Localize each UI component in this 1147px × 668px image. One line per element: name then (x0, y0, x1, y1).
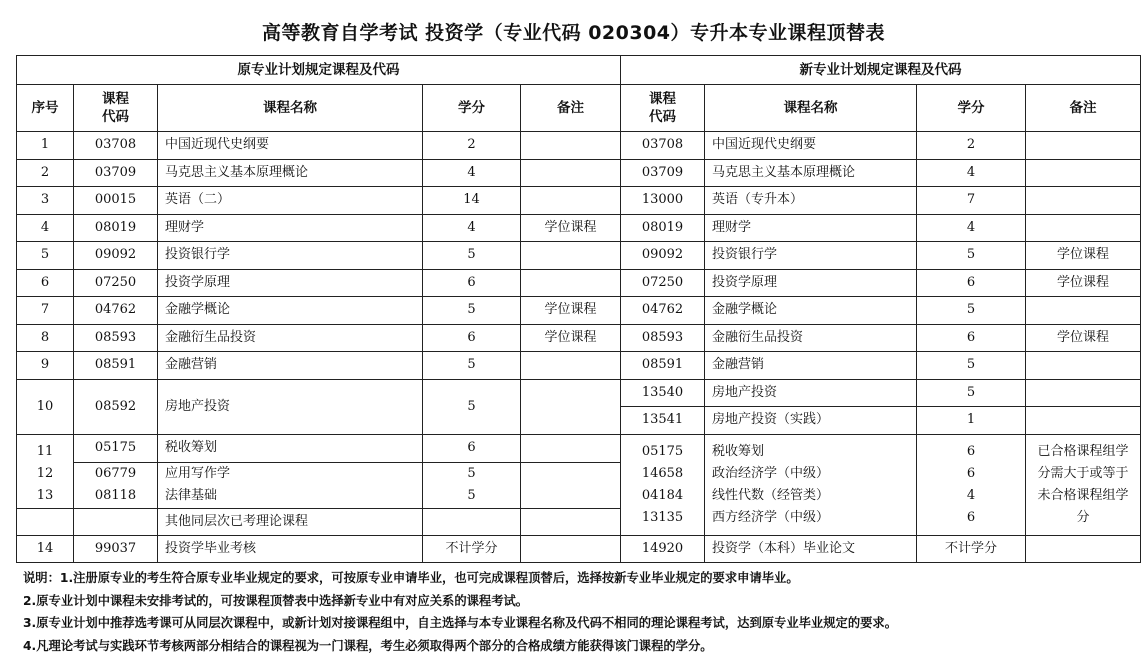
table-row: 7 04762 金融学概论 5 学位课程 04762 金融学概论 5 (17, 297, 1141, 325)
table-row: 6 07250 投资学原理 6 07250 投资学原理 6 学位课程 (17, 269, 1141, 297)
old-plan-header: 原专业计划规定课程及代码 (17, 56, 621, 85)
plan-header-row (17, 56, 1141, 85)
old-name-header: 课程名称 (158, 85, 423, 132)
new-credit-header: 学分 (917, 85, 1026, 132)
new-remark-header: 备注 (1026, 85, 1141, 132)
table-row: 13541 房地产投资（实践） 1 (17, 407, 1141, 435)
new-plan-header: 新专业计划规定课程及代码 (621, 56, 1141, 85)
course-substitution-table: 原专业计划规定课程及代码 新专业计划规定课程及代码 序号 课程 代码 课程名称 学分 备注 课程 代码 课程名称 学分 备注 1 03708 中国近现代史纲要 2 03708 中国近现代史纲要 2 2 03709 马克思主义基本原理概论 4 03709 马克思主义基本原理概论 4 3 00015 英语（二） 14 13000 英语（专升本） 7 4 08019 理财学 4 学位课程 08019 理财学 4 5 09092 投资银行学 5 09092 投资银行学 5 学位课程 6 07250 投资学原理 6 07250 投资学原理 6 学位课程 7 04762 金融学概论 5 学位课程 04762 金融学概论 5 8 08593 金融衍生品投资 6 学位课程 08593 金融衍生品投资 6 学位课程 9 08591 金融营销 5 08591 金融营销 5 10 08592 房地产投资 5 13540 房地产投资 5 13541 房地产投资（实践） 1 11 12 13 05175 税收筹划 6 05175 14658 04184 13135 税收筹划 政治经济学（中级） 线性代数（经管类） 西方经济学（中级） 6 6 4 6 已合格课程组学 分需大于或等于 未合格课程组学 分 06779 08118 应用写作学 法律基础 5 5 其他同层次已考理论课程 14 99037 投资学毕业考核 不计学分 14920 投资学（本科）毕业论文 不计学分 (16, 55, 1141, 563)
new-code-header: 课程 代码 (621, 85, 705, 132)
new-name-header: 课程名称 (705, 85, 917, 132)
group-remark: 已合格课程组学 分需大于或等于 未合格课程组学 分 (1026, 434, 1141, 535)
table-row-group: 06779 08118 应用写作学 法律基础 5 5 (17, 462, 1141, 508)
note-3: 3.原专业计划中推荐选考课可从同层次课程中，或新计划对接课程组中，自主选择与本专业课程名称及代码不相同的理论课程考试，达到原专业毕业规定的要求。 (23, 616, 898, 630)
old-credit-header: 学分 (423, 85, 521, 132)
note-2: 2.原专业计划中课程未安排考试的，可按课程顶替表中选择新专业中有对应关系的课程考试。 (23, 594, 529, 608)
table-row: 4 08019 理财学 4 学位课程 08019 理财学 4 (17, 214, 1141, 242)
table-row: 5 09092 投资银行学 5 09092 投资银行学 5 学位课程 (17, 242, 1141, 270)
table-row: 3 00015 英语（二） 14 13000 英语（专升本） 7 (17, 187, 1141, 215)
note-4: 4.凡理论考试与实践环节考核两部分相结合的课程视为一门课程，考生必须取得两个部分的合格成绩方能获得该门课程的学分。 (23, 639, 713, 653)
seq-header: 序号 (17, 85, 74, 132)
table-row: 1 03708 中国近现代史纲要 2 03708 中国近现代史纲要 2 (17, 132, 1141, 160)
table-row: 2 03709 马克思主义基本原理概论 4 03709 马克思主义基本原理概论 4 (17, 159, 1141, 187)
table-row-group: 11 12 13 05175 税收筹划 6 05175 14658 04184 13135 税收筹划 政治经济学（中级） 线性代数（经管类） 西方经济学（中级） 6 6 4 6 已合格课程组学 分需大于或等于 未合格课程组学 分 (17, 434, 1141, 462)
table-row: 8 08593 金融衍生品投资 6 学位课程 08593 金融衍生品投资 6 学位课程 (17, 324, 1141, 352)
old-remark-header: 备注 (521, 85, 621, 132)
old-code-header: 课程 代码 (74, 85, 158, 132)
page-title: 高等教育自学考试 投资学（专业代码 020304）专升本专业课程顶替表 (261, 22, 886, 44)
table-row: 10 08592 房地产投资 5 13540 房地产投资 5 (17, 379, 1141, 407)
column-header-row (17, 85, 1141, 132)
table-row: 14 99037 投资学毕业考核 不计学分 14920 投资学（本科）毕业论文 不计学分 (17, 535, 1141, 563)
note-1: 说明：1.注册原专业的考生符合原专业毕业规定的要求，可按原专业申请毕业，也可完成课程顶替后，选择按新专业毕业规定的要求申请毕业。 (23, 571, 799, 585)
table-row: 9 08591 金融营销 5 08591 金融营销 5 (17, 352, 1141, 380)
